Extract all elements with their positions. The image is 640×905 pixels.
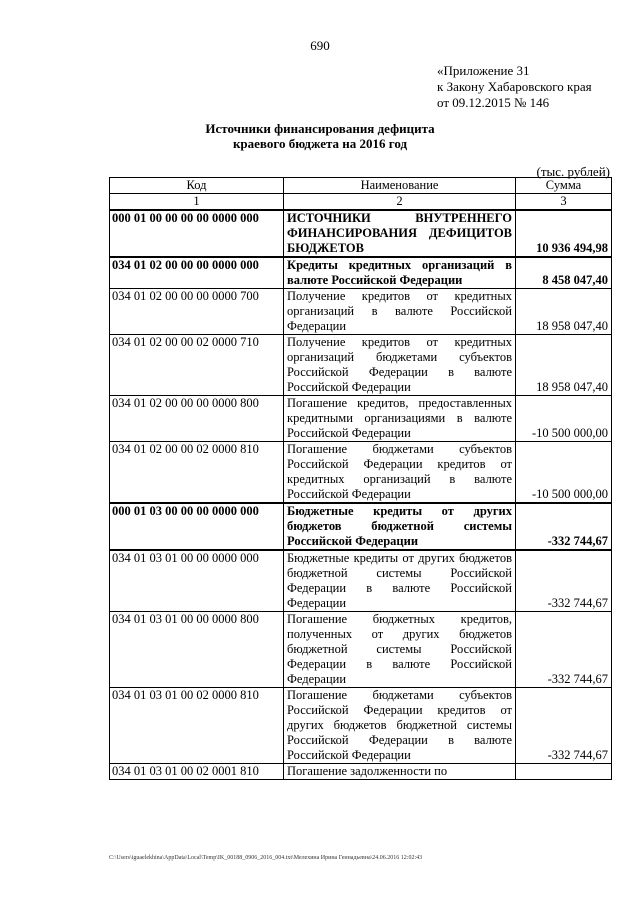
row-sum: 18 958 047,40	[516, 335, 612, 396]
row-sum: 8 458 047,40	[516, 257, 612, 289]
title-line: Источники финансирования дефицита	[205, 121, 435, 136]
financing-sources-table	[109, 177, 612, 780]
row-sum: -10 500 000,00	[516, 442, 612, 504]
row-code: 034 01 02 00 00 00 0000 700	[110, 289, 284, 335]
row-code: 034 01 03 01 00 00 0000 800	[110, 612, 284, 688]
row-code: 000 01 03 00 00 00 0000 000	[110, 503, 284, 550]
row-sum	[516, 764, 612, 780]
footer-file-path: C:\Users\iguaelekhina\AppData\Local\Temp\IK_00188_0906_2016_004.txt\Мелехина Ирина Геннадьевна\24.06.2016 12:02:43	[109, 855, 423, 861]
units-label: (тыс. рублей)	[536, 164, 610, 179]
row-name: Погашение задолженности по	[284, 764, 516, 780]
table-row	[110, 503, 612, 550]
table-row	[110, 688, 612, 764]
row-sum: -10 500 000,00	[516, 396, 612, 442]
row-sum: -332 744,67	[516, 503, 612, 550]
header-code: Код	[110, 178, 284, 194]
row-sum: -332 744,67	[516, 688, 612, 764]
row-sum: -332 744,67	[516, 612, 612, 688]
table-row	[110, 612, 612, 688]
row-code: 034 01 02 00 00 02 0000 810	[110, 442, 284, 504]
row-code: 034 01 03 01 00 00 0000 000	[110, 550, 284, 612]
table-row	[110, 442, 612, 504]
row-name: Бюджетные кредиты от других бюджетов бюджетной системы Российской Федерации в валюте Российской Федерации	[284, 550, 516, 612]
page-number: 690	[310, 38, 330, 53]
appendix-line: от 09.12.2015 № 146	[437, 95, 550, 110]
table-row	[110, 289, 612, 335]
row-name: Получение кредитов от кредитных организаций в валюте Российской Федерации	[284, 289, 516, 335]
row-name: Погашение бюджетных кредитов, полученных от других бюджетов бюджетной системы Российской Федерации в валюте Российской Федерации	[284, 612, 516, 688]
row-name: Получение кредитов от кредитных организаций бюджетами субъектов Российской Федерации в валюте Российской Федерации	[284, 335, 516, 396]
row-code: 000 01 00 00 00 00 0000 000	[110, 210, 284, 257]
row-code: 034 01 02 00 00 02 0000 710	[110, 335, 284, 396]
row-name: Погашение кредитов, предоставленных кредитными организациями в валюте Российской Федерации	[284, 396, 516, 442]
title-line: краевого бюджета на 2016 год	[232, 136, 408, 151]
document-title	[0, 121, 640, 151]
table-row	[110, 396, 612, 442]
row-sum: 10 936 494,98	[516, 210, 612, 257]
table-row	[110, 550, 612, 612]
table-row	[110, 764, 612, 780]
row-code: 034 01 02 00 00 00 0000 000	[110, 257, 284, 289]
row-name: Погашение бюджетами субъектов Российской Федерации кредитов от других бюджетов бюджетной системы Российской Федерации в валюте Российской Федерации	[284, 688, 516, 764]
row-code: 034 01 03 01 00 02 0000 810	[110, 688, 284, 764]
appendix-line: «Приложение 31	[437, 63, 530, 78]
row-sum: 18 958 047,40	[516, 289, 612, 335]
row-code: 034 01 03 01 00 02 0001 810	[110, 764, 284, 780]
column-number: 1	[110, 194, 284, 211]
table-header-row	[110, 178, 612, 194]
table-row	[110, 335, 612, 396]
row-code: 034 01 02 00 00 00 0000 800	[110, 396, 284, 442]
row-sum: -332 744,67	[516, 550, 612, 612]
header-name: Наименование	[284, 178, 516, 194]
appendix-reference	[437, 63, 592, 111]
header-sum: Сумма	[516, 178, 612, 194]
appendix-line: к Закону Хабаровского края	[437, 79, 592, 94]
column-number-row	[110, 194, 612, 211]
row-name: ИСТОЧНИКИ ВНУТРЕННЕГО ФИНАНСИРОВАНИЯ ДЕФИЦИТОВ БЮДЖЕТОВ	[284, 210, 516, 257]
row-name: Кредиты кредитных организаций в валюте Российской Федерации	[284, 257, 516, 289]
table-row	[110, 210, 612, 257]
column-number: 2	[284, 194, 516, 211]
column-number: 3	[516, 194, 612, 211]
row-name: Бюджетные кредиты от других бюджетов бюджетной системы Российской Федерации	[284, 503, 516, 550]
row-name: Погашение бюджетами субъектов Российской Федерации кредитов от кредитных организаций в валюте Российской Федерации	[284, 442, 516, 504]
table-row	[110, 257, 612, 289]
